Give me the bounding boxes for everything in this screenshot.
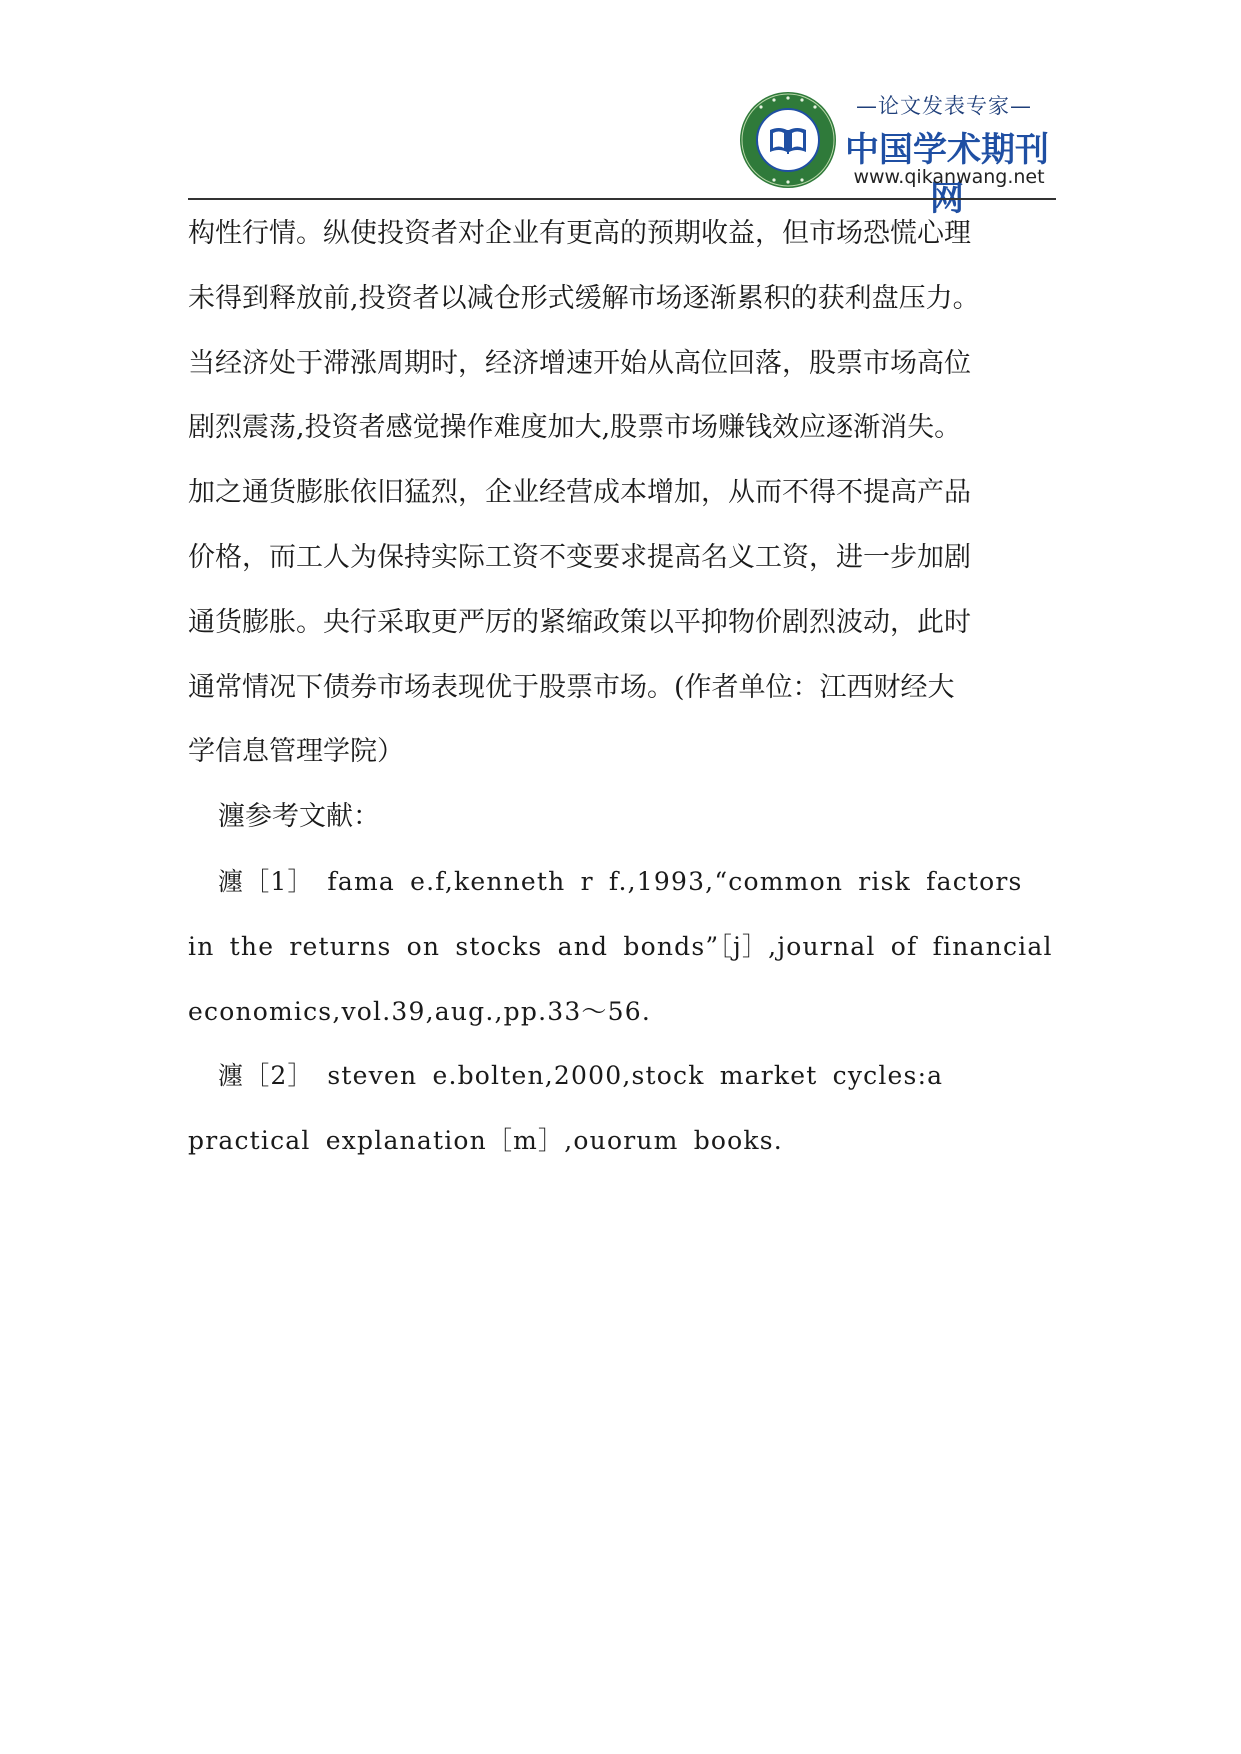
references-heading: 瀍参考文献： <box>218 801 380 833</box>
paragraph-line: 当经济处于滞涨周期时，经济增速开始从高位回落，股票市场高位 <box>188 347 971 379</box>
paragraph-line: 加之通货膨胀依旧猛烈，企业经营成本增加，从而不得不提高产品 <box>188 477 971 509</box>
paragraph-line: 学信息管理学院） <box>188 736 404 768</box>
paragraph-line: 通货膨胀。央行采取更严厉的紧缩政策以平抑物价剧烈波动，此时 <box>188 606 971 638</box>
paragraph-line: 未得到释放前,投资者以减仓形式缓解市场逐渐累积的获利盘压力。 <box>188 282 980 314</box>
reference-2-line-2: practical explanation［m］,ouorum books. <box>188 1126 783 1156</box>
reference-1-line-2: in the returns on stocks and bonds”［j］,journal of financial <box>188 931 1053 961</box>
logo-url: www.qikanwang.net <box>853 166 1045 188</box>
reference-1-line-1: 瀍［1］ fama e.f,kenneth r f.,1993,“common risk factors <box>218 866 1023 896</box>
reference-1-line-3: economics,vol.39,aug.,pp.33～56. <box>188 996 651 1026</box>
paragraph-line: 价格，而工人为保持实际工资不变要求提高名义工资，进一步加剧 <box>188 541 971 573</box>
paragraph-line: 构性行情。纵使投资者对企业有更高的预期收益，但市场恐慌心理 <box>188 218 971 249</box>
article-body <box>188 214 1088 1186</box>
paragraph-line: 通常情况下债券市场表现优于股票市场。(作者单位：江西财经大 <box>188 671 955 703</box>
reference-2-line-1: 瀍［2］ steven e.bolten,2000,stock market cycles:a <box>218 1061 944 1091</box>
seal-icon <box>738 90 838 190</box>
journal-logo <box>738 86 1056 219</box>
logo-name: 中国学术期刊网 <box>845 130 1049 219</box>
header-divider <box>188 198 1056 200</box>
logo-tagline: —论文发表专家— <box>856 94 1032 118</box>
paragraph-line: 剧烈震荡,投资者感觉操作难度加大,股票市场赚钱效应逐渐消失。 <box>188 412 962 444</box>
